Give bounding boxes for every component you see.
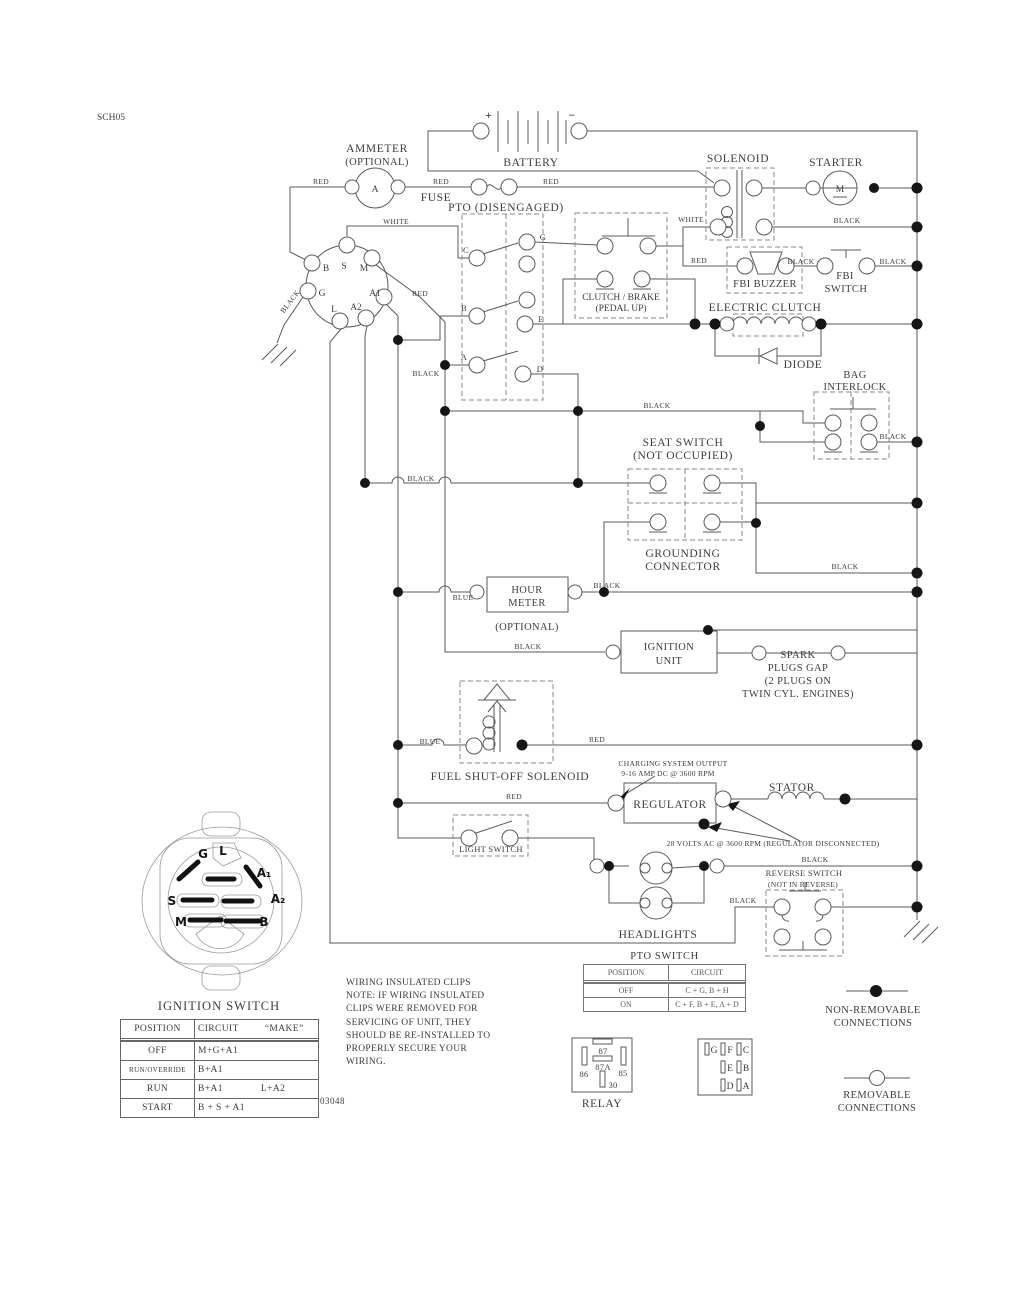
header-make-label: “MAKE” [264,1024,304,1034]
starter-label: STARTER [809,157,863,169]
wire-black-4: BLACK [879,257,907,266]
wire-black-8: BLACK [407,474,435,483]
relay-label: RELAY [581,1098,623,1110]
ignition-unit-line1: IGNITION [643,642,695,653]
ignition-key-diagram [142,812,302,1013]
key-letter-a2: A₂ [270,892,286,906]
spark-plugs-line4: TWIN CYL. ENGINES) [742,689,854,700]
battery-plus: + [485,110,493,122]
relay-pin-85: 85 [618,1068,628,1078]
removable-terminals [300,123,885,1086]
wire-black-11: BLACK [514,642,542,651]
charging-note-line2: 9-16 AMP DC @ 3600 RPM [621,769,715,778]
hour-meter-line1: HOUR [511,585,543,596]
connector-d: D [726,1082,734,1092]
wiring-note-line: SERVICING OF UNIT, THEY [346,1017,472,1028]
connector-a: A [742,1082,750,1092]
doc-number: 03048 [320,1096,345,1106]
legend-non-removable-line2: CONNECTIONS [833,1018,913,1029]
pto-terminal-b: B [461,303,467,313]
starter-symbol-letter: M [835,185,845,195]
table-row [121,1098,318,1117]
ignition-switch-table [120,1019,319,1118]
fuse-symbol [487,185,501,190]
wire-red-7: RED [506,792,522,801]
grounding-connector-line1: GROUNDING [645,548,721,560]
connector-f: F [727,1046,733,1056]
ignition-unit-line2: UNIT [655,656,683,667]
wiring-note-line: WIRING. [346,1057,386,1068]
pto-terminal-g: G [539,232,547,242]
cell-position: START [121,1099,195,1117]
wire-black-2: BLACK [833,216,861,225]
header-position: POSITION [584,965,669,980]
connector-block [698,1039,752,1095]
wire-black-3: BLACK [787,257,815,266]
table-header-row [584,965,745,983]
cell-circuit: B+A1 [198,1065,223,1075]
spark-plugs-line3: (2 PLUGS ON [764,676,832,687]
cell-position: OFF [584,984,669,997]
wire-red-1: RED [313,177,329,186]
fbi-switch-line2: SWITCH [824,284,868,295]
cell-circuit: M+G+A1 [198,1046,239,1056]
legend-non-removable-symbol [870,985,882,997]
fuse-label: FUSE [420,192,452,204]
wire-white-2: WHITE [678,215,704,224]
ignition-terminal-s: S [341,262,347,272]
header-position: POSITION [121,1020,195,1038]
hour-meter-line2: METER [508,598,546,609]
connector-g: G [710,1046,718,1056]
diode-symbol [759,348,777,364]
clutch-coil [733,317,803,324]
pto-switch-table-block [583,951,746,1012]
battery-label: BATTERY [503,157,559,169]
wiring-note-line: WIRING INSULATED CLIPS [346,978,471,988]
table-row [584,997,745,1011]
wire-red-4: RED [412,289,428,298]
fbi-buzzer-label: FBI BUZZER [733,279,797,290]
connector-b: B [742,1064,750,1074]
ignition-terminal-l: L [331,305,337,315]
light-switch-label: LIGHT SWITCH [459,844,523,854]
fbi-switch-line1: FBI [836,271,854,282]
header-circuit [195,1020,318,1038]
legend-removable-line2: CONNECTIONS [837,1103,917,1114]
table-row [121,1060,318,1079]
wiring-note-line: NOTE: IF WIRING INSULATED [346,991,485,1002]
ammeter-optional: (OPTIONAL) [345,157,409,168]
bag-interlock-line1: BAG [843,370,867,381]
spark-plugs-line2: PLUGS GAP [767,663,829,674]
pto-terminal-c: C [463,245,469,255]
wire-black-10: BLACK [593,581,621,590]
connector-c: C [742,1046,750,1056]
reverse-switch-line1: REVERSE SWITCH [765,868,843,878]
headlights-label: HEADLIGHTS [618,929,698,941]
header-circuit: CIRCUIT [691,968,723,977]
connector-e: E [727,1064,733,1074]
table-header-row [121,1020,318,1041]
battery-minus: − [568,110,576,122]
ignition-terminal-m: M [359,264,369,274]
cell-position: ON [584,998,669,1011]
relay-pin-87: 87 [598,1046,608,1056]
cell-circuit: B+A1 [198,1084,223,1094]
wire-black-6: BLACK [643,401,671,410]
wire-blue-2: BLUE [419,737,441,746]
stator-label: STATOR [769,782,815,794]
ground-symbol-right [904,921,938,943]
key-letter-l: L [219,844,227,858]
wire-white-1: WHITE [383,217,409,226]
cell-circuit-2: L+A2 [260,1084,286,1094]
ignition-terminal-a2: A2 [350,303,362,313]
seat-switch-line2: (NOT OCCUPIED) [633,450,733,462]
solenoid-label: SOLENOID [706,153,770,165]
pto-terminal-e: E [538,314,544,324]
hour-meter-optional: (OPTIONAL) [495,622,559,633]
regulator-label: REGULATOR [633,799,707,811]
ammeter-symbol-letter: A [371,185,379,195]
ground-symbol-left [262,344,296,366]
legend-non-removable-line1: NON-REMOVABLE [825,1005,921,1016]
pto-table-title: PTO SWITCH [630,951,699,962]
seat-switch-line1: SEAT SWITCH [642,437,724,449]
legend-removable-line1: REMOVABLE [843,1090,911,1101]
cell-circuit: C + G, B + H [685,986,729,995]
wiring-note [346,977,551,1069]
ammeter-label: AMMETER [346,143,408,155]
wire-black-1: BLACK [278,288,302,315]
table-row [121,1079,318,1098]
reverse-switch-line2: (NOT IN REVERSE) [767,880,839,889]
wire-blue-1: BLUE [452,593,474,602]
key-letter-b: B [259,915,269,929]
volts-note: 28 VOLTS AC @ 3600 RPM (REGULATOR DISCONNECTED) [666,839,880,848]
pto-disengaged-label: PTO (DISENGAGED) [448,202,564,214]
relay-pin-87a: 87A [595,1062,611,1072]
charging-note-line1: CHARGING SYSTEM OUTPUT [618,759,728,768]
diode-label: DIODE [783,359,823,371]
relay-diagram [572,1038,632,1110]
key-letter-m: M [175,915,187,929]
key-letter-s: S [167,894,177,908]
wire-black-12: BLACK [801,855,829,864]
pto-switch-table [583,964,746,1012]
table-row [121,1041,318,1060]
ignition-switch-title: IGNITION SWITCH [157,999,281,1013]
ignition-terminal-a1: A1 [369,289,381,299]
spark-plugs-line1: SPARK [780,650,816,661]
relay-pin-30: 30 [608,1080,618,1090]
clutch-brake-line1: CLUTCH / BRAKE [582,293,660,303]
wiring-note-line: PROPERLY SECURE YOUR [346,1044,468,1055]
fuel-solenoid-symbol [478,684,516,752]
wire-red-2: RED [433,177,449,186]
cell-circuit: C + F, B + E, A + D [675,1000,739,1009]
pto-terminal-d: D [536,364,544,374]
cell-position: OFF [121,1042,195,1060]
fuel-solenoid-label: FUEL SHUT-OFF SOLENOID [430,771,590,783]
cell-position: RUN/OVERRIDE [121,1061,195,1079]
wiring-note-line: CLIPS WERE REMOVED FOR [346,1004,478,1015]
wire-black-5: BLACK [412,369,440,378]
wire-black-13: BLACK [729,896,757,905]
clutch-brake-line2: (PEDAL UP) [595,304,647,314]
bag-interlock-line2: INTERLOCK [823,382,887,393]
doc-code: SCH05 [97,113,125,123]
wire-black-9: BLACK [831,562,859,571]
legend-removable-symbol [870,1071,885,1086]
battery-symbol [498,111,566,152]
buzzer-horn [750,252,782,274]
grounding-connector-line2: CONNECTOR [645,561,721,573]
ignition-terminal-g: G [318,289,326,299]
key-letter-g: G [198,847,208,861]
wire-black-7: BLACK [879,432,907,441]
electric-clutch-label: ELECTRIC CLUTCH [708,302,822,314]
relay-pin-86: 86 [579,1069,589,1079]
pto-terminal-a: A [460,352,468,362]
header-circuit-label: CIRCUIT [198,1024,239,1034]
wire-red-5: RED [691,256,707,265]
table-row [584,983,745,997]
ignition-terminal-b: B [322,264,330,274]
wire-red-3: RED [543,177,559,186]
wiring-note-line: SHOULD BE RE-INSTALLED TO [346,1030,491,1041]
wire-red-6: RED [589,735,605,744]
cell-position: RUN [121,1080,195,1098]
cell-circuit: B + S + A1 [198,1103,245,1113]
key-letter-a1: A₁ [256,866,272,880]
